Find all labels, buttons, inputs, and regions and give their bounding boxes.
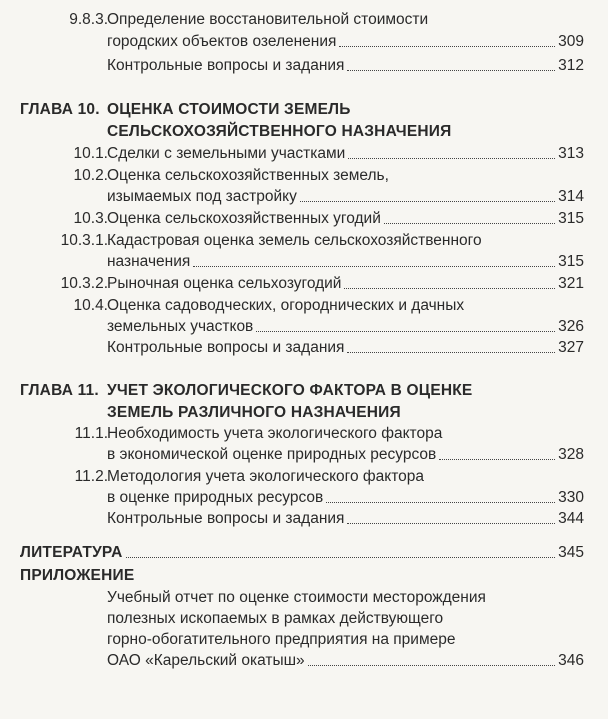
page-number: 326 <box>558 318 584 335</box>
page-number: 344 <box>558 510 584 527</box>
entry-title-line: в оценке природных ресурсов <box>107 489 324 506</box>
appendix-label: ПРИЛОЖЕНИЕ <box>20 567 135 584</box>
dot-leader <box>344 288 555 289</box>
page-number: 345 <box>558 544 584 561</box>
entry-title-line-leader <box>107 338 584 358</box>
dot-leader <box>326 502 555 503</box>
entry-title-line: Контрольные вопросы и задания <box>107 339 345 356</box>
entry-number: 10.3.2. <box>60 275 108 292</box>
page-number: 313 <box>558 145 584 162</box>
entry-number: 10.3.1. <box>60 232 108 249</box>
page-number: 346 <box>558 652 584 669</box>
page-number: 315 <box>558 210 584 227</box>
entry-number: 10.1. <box>73 145 108 162</box>
entry-title-line: Рыночная оценка сельхозугодий <box>107 275 342 292</box>
dot-leader <box>308 665 555 666</box>
entry-number: 10.4. <box>73 297 108 314</box>
entry-title-line-leader <box>107 187 584 207</box>
chapter-label: ГЛАВА 10. <box>20 101 100 118</box>
entry-title-line: Сделки с земельными участками <box>107 145 346 162</box>
page-number: 315 <box>558 253 584 270</box>
toc-entry-literature <box>20 543 584 563</box>
entry-number: 9.8.3. <box>69 11 108 28</box>
dot-leader <box>300 201 555 202</box>
entry-title-line: Оценка садоводческих, огороднических и дачных <box>107 297 465 314</box>
dot-leader <box>347 70 555 71</box>
entry-title-line-leader <box>107 509 584 529</box>
entry-title-line-leader <box>107 274 584 294</box>
dot-leader <box>439 459 555 460</box>
page-number: 321 <box>558 275 584 292</box>
page-number: 330 <box>558 489 584 506</box>
entry-title-line: изымаемых под застройку <box>107 188 297 205</box>
entry-title-line: Оценка сельскохозяйственных земель, <box>107 167 389 184</box>
literature-label: ЛИТЕРАТУРА <box>20 544 123 561</box>
entry-title-line-leader <box>107 56 584 76</box>
entry-title-line: городских объектов озеленения <box>107 33 337 50</box>
entry-title-line: Необходимость учета экологического фактора <box>107 425 443 442</box>
entry-number: 10.2. <box>73 167 108 184</box>
entry-title-line-leader <box>107 252 584 272</box>
chapter-label: ГЛАВА 11. <box>20 382 99 399</box>
dot-leader <box>348 158 555 159</box>
chapter-title-line: ОЦЕНКА СТОИМОСТИ ЗЕМЕЛЬ <box>107 101 351 118</box>
dot-leader <box>193 266 555 267</box>
page-number: 328 <box>558 446 584 463</box>
entry-number: 10.3. <box>73 210 108 227</box>
page-number: 314 <box>558 188 584 205</box>
dot-leader <box>347 523 555 524</box>
entry-title-line: полезных ископаемых в рамках действующего <box>107 610 444 627</box>
dot-leader <box>339 46 555 47</box>
dot-leader <box>347 352 555 353</box>
dot-leader <box>126 557 556 558</box>
entry-title-line: назначения <box>107 253 191 270</box>
chapter-title-line: СЕЛЬСКОХОЗЯЙСТВЕННОГО НАЗНАЧЕНИЯ <box>107 123 452 140</box>
entry-title-line: Методология учета экологического фактора <box>107 468 425 485</box>
entry-title-line: Контрольные вопросы и задания <box>107 57 345 74</box>
page-number: 312 <box>558 57 584 74</box>
entry-title-line: Определение восстановительной стоимости <box>107 11 429 28</box>
entry-number: 11.2. <box>74 468 108 485</box>
entry-title-line: Кадастровая оценка земель сельскохозяйственного <box>107 232 482 249</box>
entry-title-line-leader <box>107 651 584 671</box>
entry-title-line-leader <box>107 488 584 508</box>
entry-title-line-leader <box>107 209 584 229</box>
chapter-title-line: ЗЕМЕЛЬ РАЗЛИЧНОГО НАЗНАЧЕНИЯ <box>107 404 401 421</box>
entry-title-line: ОАО «Карельский окатыш» <box>107 652 305 669</box>
entry-title-line: в экономической оценке природных ресурсов <box>107 446 437 463</box>
entry-number: 11.1. <box>74 425 108 442</box>
entry-title-line: Учебный отчет по оценке стоимости месторождения <box>107 589 486 606</box>
page-number: 309 <box>558 33 584 50</box>
chapter-title-line: УЧЕТ ЭКОЛОГИЧЕСКОГО ФАКТОРА В ОЦЕНКЕ <box>107 382 473 399</box>
entry-title-line-leader <box>107 445 584 465</box>
entry-title-line-leader <box>107 32 584 52</box>
dot-leader <box>256 331 555 332</box>
entry-title-line: Контрольные вопросы и задания <box>107 510 345 527</box>
entry-title-line-leader <box>107 144 584 164</box>
dot-leader <box>384 223 555 224</box>
entry-title-line: Оценка сельскохозяйственных угодий <box>107 210 381 227</box>
page-number: 327 <box>558 339 584 356</box>
entry-title-line-leader <box>107 317 584 337</box>
entry-title-line: земельных участков <box>107 318 254 335</box>
entry-title-line: горно-обогатительного предприятия на примере <box>107 631 456 648</box>
